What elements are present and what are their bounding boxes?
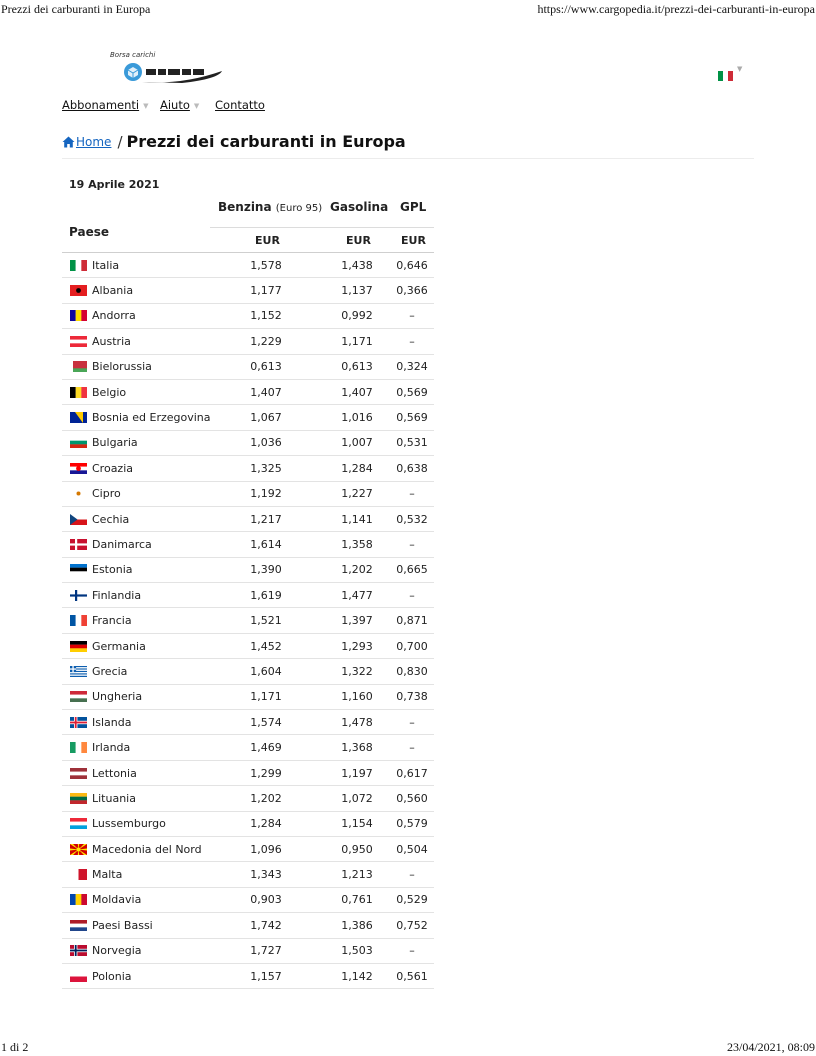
- gasolina-price: 1,227: [324, 481, 390, 506]
- gpl-price: 0,366: [390, 278, 434, 303]
- gpl-price: 0,830: [390, 659, 434, 684]
- by-flag-icon: [70, 361, 87, 372]
- print-footer: [1, 1040, 815, 1054]
- page-number: 1 di 2: [1, 1040, 29, 1054]
- table-row: [62, 329, 434, 354]
- gpl-price: 0,532: [390, 506, 434, 531]
- ad-flag-icon: [70, 310, 87, 321]
- country-name: Lussemburgo: [92, 817, 166, 831]
- fr-flag-icon: [70, 615, 87, 626]
- print-url: https://www.cargopedia.it/prezzi-dei-carburanti-in-europa: [537, 2, 815, 16]
- table-row: [62, 887, 434, 912]
- table-row: [62, 405, 434, 430]
- breadcrumb: [62, 132, 406, 151]
- benzina-price: 1,452: [208, 633, 324, 658]
- gasolina-price: 1,503: [324, 938, 390, 963]
- country-name: Paesi Bassi: [92, 918, 153, 932]
- benzina-price: 1,036: [208, 430, 324, 455]
- country-cell: [62, 481, 208, 506]
- mt-flag-icon: [70, 869, 87, 880]
- country-name: Irlanda: [92, 741, 131, 755]
- benzina-price: 1,469: [208, 735, 324, 760]
- table-row: [62, 583, 434, 608]
- table-row: [62, 735, 434, 760]
- country-cell: [62, 811, 208, 836]
- table-row: [62, 430, 434, 455]
- country-name: Danimarca: [92, 537, 152, 551]
- gasolina-price: 1,171: [324, 329, 390, 354]
- country-name: Bulgaria: [92, 436, 138, 450]
- benzina-price: 1,171: [208, 684, 324, 709]
- table-row: [62, 760, 434, 785]
- table-row: [62, 557, 434, 582]
- table-row: [62, 253, 434, 278]
- gasolina-price: 1,141: [324, 506, 390, 531]
- header-benzina: Benzina (Euro 95): [218, 200, 323, 214]
- table-row: [62, 684, 434, 709]
- benzina-price: 1,299: [208, 760, 324, 785]
- gasolina-price: 1,202: [324, 557, 390, 582]
- gasolina-price: 1,407: [324, 379, 390, 404]
- country-cell: [62, 836, 208, 861]
- benzina-price: 1,177: [208, 278, 324, 303]
- gasolina-price: 1,137: [324, 278, 390, 303]
- benzina-price: 1,325: [208, 456, 324, 481]
- nav-contatto[interactable]: Contatto: [215, 98, 265, 112]
- country-name: Ungheria: [92, 690, 143, 704]
- gpl-price: 0,646: [390, 253, 434, 278]
- gasolina-price: 1,397: [324, 608, 390, 633]
- table-row: [62, 354, 434, 379]
- gasolina-price: 0,950: [324, 836, 390, 861]
- print-datetime: 23/04/2021, 08:09: [726, 1040, 815, 1054]
- country-cell: [62, 862, 208, 887]
- gpl-price: –: [390, 710, 434, 735]
- ie-flag-icon: [70, 742, 87, 753]
- benzina-price: 1,229: [208, 329, 324, 354]
- benzina-price: 1,157: [208, 963, 324, 988]
- bg-flag-icon: [70, 437, 87, 448]
- country-cell: [62, 506, 208, 531]
- table-row: [62, 278, 434, 303]
- country-cell: [62, 608, 208, 633]
- country-cell: [62, 913, 208, 938]
- country-name: Polonia: [92, 969, 132, 983]
- gpl-price: 0,665: [390, 557, 434, 582]
- chevron-down-icon: ▼: [193, 102, 200, 110]
- benzina-price: 1,727: [208, 938, 324, 963]
- gr-flag-icon: [70, 666, 87, 677]
- site-logo[interactable]: [108, 51, 228, 87]
- benzina-price: 1,604: [208, 659, 324, 684]
- gasolina-price: 0,613: [324, 354, 390, 379]
- country-cell: [62, 354, 208, 379]
- at-flag-icon: [70, 336, 87, 347]
- benzina-price: 1,217: [208, 506, 324, 531]
- table-row: [62, 836, 434, 861]
- country-name: Lituania: [92, 791, 136, 805]
- benzina-price: 0,903: [208, 887, 324, 912]
- table-row: [62, 506, 434, 531]
- country-name: Cechia: [92, 512, 130, 526]
- fuel-price-table: [62, 253, 434, 989]
- benzina-price: 1,390: [208, 557, 324, 582]
- table-row: [62, 963, 434, 988]
- table-row: [62, 303, 434, 328]
- country-cell: [62, 532, 208, 557]
- mk-flag-icon: [70, 844, 87, 855]
- country-name: Cipro: [92, 487, 121, 501]
- benzina-price: 1,521: [208, 608, 324, 633]
- country-name: Albania: [92, 284, 134, 298]
- gasolina-price: 1,016: [324, 405, 390, 430]
- country-name: Norvegia: [92, 944, 142, 958]
- gasolina-price: 1,284: [324, 456, 390, 481]
- country-cell: [62, 659, 208, 684]
- country-cell: [62, 963, 208, 988]
- country-cell: [62, 329, 208, 354]
- gasolina-price: 1,322: [324, 659, 390, 684]
- country-cell: [62, 456, 208, 481]
- gpl-price: 0,569: [390, 405, 434, 430]
- gasolina-price: 1,368: [324, 735, 390, 760]
- gasolina-price: 1,007: [324, 430, 390, 455]
- gpl-price: 0,324: [390, 354, 434, 379]
- breadcrumb-home[interactable]: Home: [62, 135, 111, 149]
- gasolina-price: 1,154: [324, 811, 390, 836]
- table-row: [62, 862, 434, 887]
- benzina-price: 1,742: [208, 913, 324, 938]
- country-name: Islanda: [92, 715, 132, 729]
- header-gasolina: Gasolina: [330, 200, 389, 214]
- country-name: Estonia: [92, 563, 133, 577]
- de-flag-icon: [70, 641, 87, 652]
- nav-aiuto[interactable]: Aiuto ▼: [160, 98, 200, 112]
- gasolina-price: 0,992: [324, 303, 390, 328]
- header-paese: Paese: [69, 225, 109, 239]
- country-cell: [62, 633, 208, 658]
- country-cell: [62, 583, 208, 608]
- gasolina-price: 1,142: [324, 963, 390, 988]
- benzina-price: 1,578: [208, 253, 324, 278]
- table-date: 19 Aprile 2021: [69, 178, 160, 191]
- gasolina-price: 1,293: [324, 633, 390, 658]
- benzina-price: 1,574: [208, 710, 324, 735]
- gpl-price: –: [390, 481, 434, 506]
- currency-gasolina: EUR: [346, 234, 371, 247]
- gpl-price: –: [390, 938, 434, 963]
- country-name: Germania: [92, 639, 146, 653]
- table-row: [62, 811, 434, 836]
- gpl-price: –: [390, 583, 434, 608]
- benzina-price: 1,202: [208, 786, 324, 811]
- country-name: Italia: [92, 258, 120, 272]
- pl-flag-icon: [70, 971, 87, 982]
- divider: [62, 158, 754, 159]
- gpl-price: 0,871: [390, 608, 434, 633]
- chevron-down-icon: ▼: [143, 102, 149, 110]
- nl-flag-icon: [70, 920, 87, 931]
- gpl-price: –: [390, 735, 434, 760]
- country-cell: [62, 557, 208, 582]
- benzina-price: 1,192: [208, 481, 324, 506]
- currency-gpl: EUR: [401, 234, 426, 247]
- country-name: Finlandia: [92, 588, 142, 602]
- table-row: [62, 379, 434, 404]
- al-flag-icon: [70, 285, 87, 296]
- gasolina-price: 1,197: [324, 760, 390, 785]
- gpl-price: –: [390, 303, 434, 328]
- country-name: Bielorussia: [92, 360, 152, 374]
- country-cell: [62, 278, 208, 303]
- gpl-price: 0,529: [390, 887, 434, 912]
- country-name: Malta: [92, 868, 123, 882]
- hr-flag-icon: [70, 463, 87, 474]
- country-name: Austria: [92, 334, 131, 348]
- benzina-price: 1,067: [208, 405, 324, 430]
- md-flag-icon: [70, 894, 87, 905]
- page-title: Prezzi dei carburanti in Europa: [126, 132, 406, 151]
- currency-benzina: EUR: [255, 234, 280, 247]
- benzina-price: 1,343: [208, 862, 324, 887]
- header-gpl: GPL: [400, 200, 427, 214]
- gasolina-price: 1,358: [324, 532, 390, 557]
- country-name: Francia: [92, 614, 132, 628]
- gasolina-price: 1,072: [324, 786, 390, 811]
- home-icon: [62, 136, 75, 148]
- benzina-price: 0,613: [208, 354, 324, 379]
- country-name: Bosnia ed Erzegovina: [92, 411, 211, 425]
- gasolina-price: 1,160: [324, 684, 390, 709]
- benzina-price: 1,284: [208, 811, 324, 836]
- it-flag-icon: [70, 260, 87, 271]
- country-cell: [62, 887, 208, 912]
- country-cell: [62, 430, 208, 455]
- country-cell: [62, 938, 208, 963]
- table-row: [62, 456, 434, 481]
- gpl-price: 0,504: [390, 836, 434, 861]
- be-flag-icon: [70, 387, 87, 398]
- fi-flag-icon: [70, 590, 87, 601]
- country-name: Andorra: [92, 309, 136, 323]
- gpl-price: 0,700: [390, 633, 434, 658]
- gasolina-price: 0,761: [324, 887, 390, 912]
- table-row: [62, 659, 434, 684]
- dk-flag-icon: [70, 539, 87, 550]
- gpl-price: 0,531: [390, 430, 434, 455]
- table-row: [62, 481, 434, 506]
- country-name: Lettonia: [92, 766, 137, 780]
- gpl-price: 0,617: [390, 760, 434, 785]
- country-cell: [62, 786, 208, 811]
- no-flag-icon: [70, 945, 87, 956]
- cy-flag-icon: [70, 488, 87, 499]
- table-row: [62, 913, 434, 938]
- country-cell: [62, 684, 208, 709]
- gasolina-price: 1,477: [324, 583, 390, 608]
- country-cell: [62, 303, 208, 328]
- language-selector[interactable]: [717, 65, 747, 77]
- country-cell: [62, 760, 208, 785]
- country-cell: [62, 735, 208, 760]
- header-divider: [210, 227, 434, 228]
- table-row: [62, 532, 434, 557]
- gpl-price: 0,752: [390, 913, 434, 938]
- country-name: Belgio: [92, 385, 127, 399]
- chevron-down-icon: ▼: [737, 65, 743, 73]
- gasolina-price: 1,438: [324, 253, 390, 278]
- country-name: Moldavia: [92, 893, 142, 907]
- gpl-price: 0,579: [390, 811, 434, 836]
- benzina-price: 1,619: [208, 583, 324, 608]
- gasolina-price: 1,386: [324, 913, 390, 938]
- country-name: Grecia: [92, 664, 128, 678]
- gpl-price: 0,569: [390, 379, 434, 404]
- table-row: [62, 710, 434, 735]
- gpl-price: 0,561: [390, 963, 434, 988]
- lv-flag-icon: [70, 768, 87, 779]
- ee-flag-icon: [70, 564, 87, 575]
- gpl-price: –: [390, 532, 434, 557]
- table-row: [62, 633, 434, 658]
- is-flag-icon: [70, 717, 87, 728]
- gpl-price: 0,560: [390, 786, 434, 811]
- country-cell: [62, 379, 208, 404]
- gpl-price: 0,638: [390, 456, 434, 481]
- benzina-price: 1,407: [208, 379, 324, 404]
- lt-flag-icon: [70, 793, 87, 804]
- it-flag-icon: [717, 66, 734, 76]
- gpl-price: –: [390, 862, 434, 887]
- gasolina-price: 1,478: [324, 710, 390, 735]
- nav-abbonamenti[interactable]: Abbonamenti ▼: [62, 98, 149, 112]
- print-header: [1, 2, 815, 16]
- truck-logo-icon: [122, 61, 226, 85]
- country-cell: [62, 253, 208, 278]
- table-row: [62, 608, 434, 633]
- benzina-price: 1,614: [208, 532, 324, 557]
- table-row: [62, 938, 434, 963]
- country-cell: [62, 405, 211, 430]
- logo-tagline: Borsa carichi: [110, 51, 156, 59]
- hu-flag-icon: [70, 691, 87, 702]
- breadcrumb-separator: /: [117, 133, 123, 151]
- country-name: Croazia: [92, 461, 134, 475]
- lu-flag-icon: [70, 818, 87, 829]
- gpl-price: 0,738: [390, 684, 434, 709]
- benzina-price: 1,096: [208, 836, 324, 861]
- gpl-price: –: [390, 329, 434, 354]
- country-cell: [62, 710, 208, 735]
- gasolina-price: 1,213: [324, 862, 390, 887]
- print-title: Prezzi dei carburanti in Europa: [1, 2, 151, 16]
- benzina-price: 1,152: [208, 303, 324, 328]
- ba-flag-icon: [70, 412, 87, 423]
- table-row: [62, 786, 434, 811]
- country-name: Macedonia del Nord: [92, 842, 202, 856]
- cz-flag-icon: [70, 514, 87, 525]
